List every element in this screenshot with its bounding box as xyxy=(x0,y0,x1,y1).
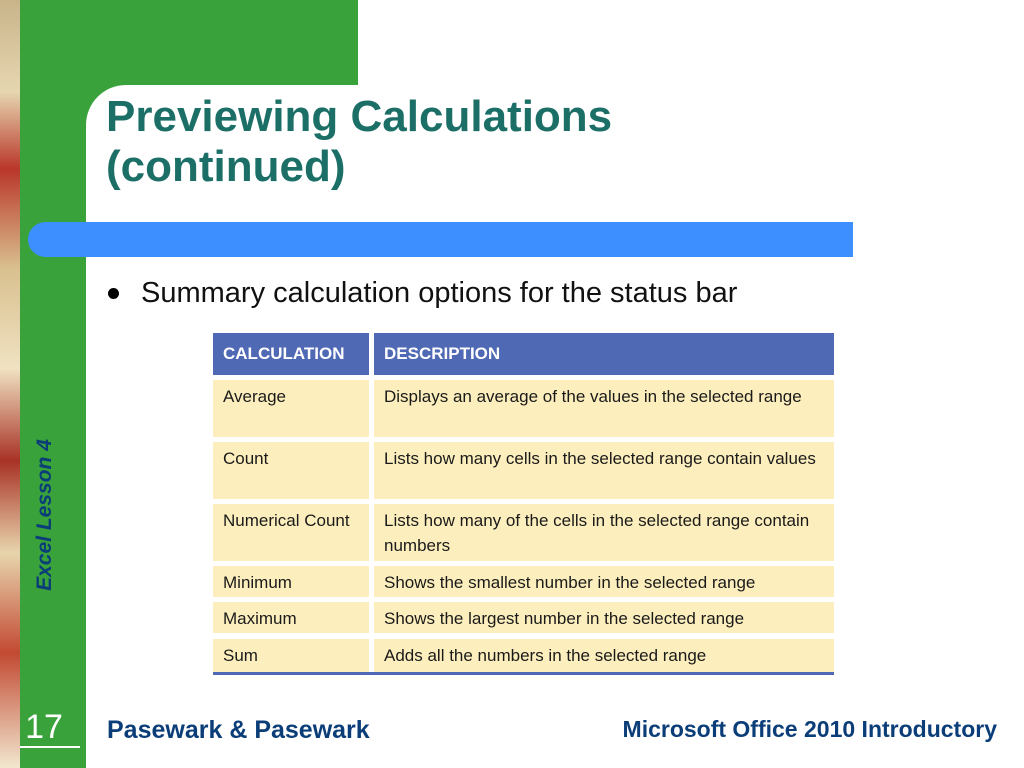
bullet-item xyxy=(108,275,737,311)
decorative-photo-strip xyxy=(0,0,20,768)
title-line-2: (continued) xyxy=(106,142,346,191)
slide-number: 17 xyxy=(25,708,63,746)
table-cell-desc: Displays an average of the values in the selected range xyxy=(374,380,834,437)
accent-bar xyxy=(28,222,853,257)
table-cell-desc: Shows the largest number in the selected range xyxy=(374,602,834,633)
table-cell-desc: Adds all the numbers in the selected range xyxy=(374,639,834,672)
header-description: DESCRIPTION xyxy=(374,333,834,375)
lesson-side-label-text: Excel Lesson 4 xyxy=(33,439,56,591)
table-cell-calc: Average xyxy=(213,380,369,437)
table-cell-calc: Numerical Count xyxy=(213,504,369,561)
title-line-1: Previewing Calculations xyxy=(106,92,613,141)
table-bottom-rule xyxy=(213,672,834,675)
green-top-band xyxy=(86,0,358,85)
bullet-dot-icon xyxy=(108,288,119,299)
table-cell-calc: Minimum xyxy=(213,566,369,597)
table-cell-desc: Shows the smallest number in the selected range xyxy=(374,566,834,597)
table-cell-calc: Count xyxy=(213,442,369,499)
slide-number-underline xyxy=(20,746,80,748)
footer-author: Pasewark & Pasewark xyxy=(107,716,370,744)
bullet-text: Summary calculation options for the status bar xyxy=(141,276,738,309)
footer-course: Microsoft Office 2010 Introductory xyxy=(622,716,997,742)
slide-title xyxy=(106,92,846,192)
green-sidebar xyxy=(20,0,86,768)
table-cell-calc: Maximum xyxy=(213,602,369,633)
calculation-table xyxy=(213,333,834,675)
table-cell-desc: Lists how many of the cells in the selected range contain numbers xyxy=(374,504,834,561)
header-calculation: CALCULATION xyxy=(213,333,369,375)
table-cell-calc: Sum xyxy=(213,639,369,672)
table-cell-desc: Lists how many cells in the selected range contain values xyxy=(374,442,834,499)
lesson-side-label xyxy=(27,410,63,620)
